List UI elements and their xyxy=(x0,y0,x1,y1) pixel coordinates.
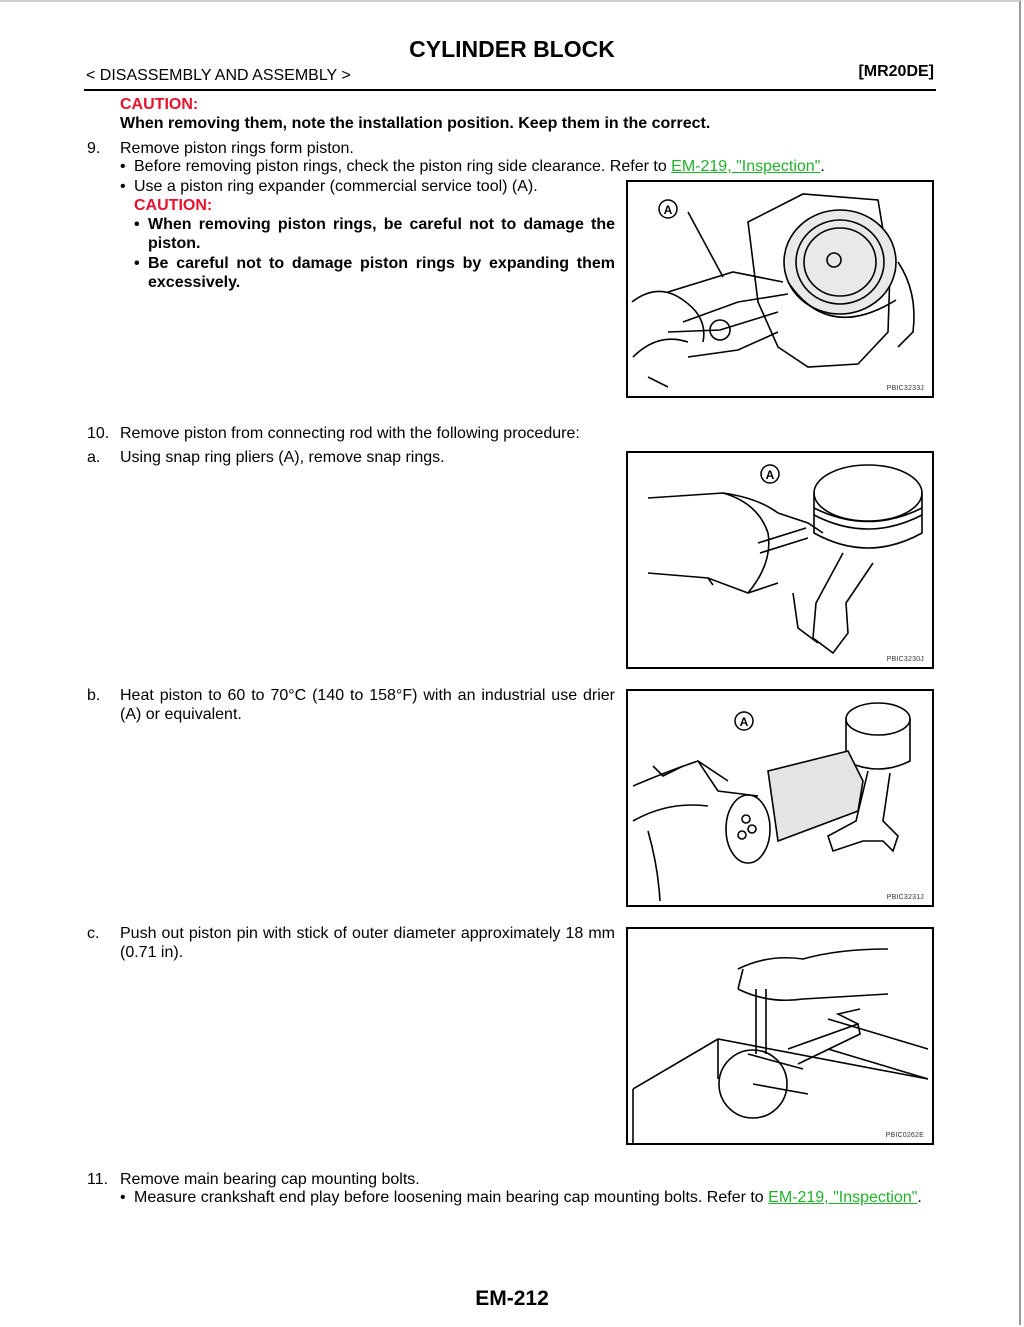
figure-code: PBIC3233J xyxy=(886,385,924,392)
page-number: EM-212 xyxy=(475,1287,549,1310)
bullet-text-prefix: Measure crankshaft end play before loosening main bearing cap mounting bolts. Refer to xyxy=(134,1189,769,1206)
bullet-dot: • xyxy=(120,158,126,175)
bullet-text-prefix: Before removing piston rings, check the piston ring side clearance. Refer to xyxy=(134,158,672,175)
caution-label: CAUTION: xyxy=(120,96,199,113)
step-number: 11. xyxy=(87,1171,109,1188)
callout-label: A xyxy=(739,715,749,729)
substep-text: Push out piston pin with stick of outer diameter approximately 18 mm (0.71 in). xyxy=(120,925,615,961)
figure-code: PBIC3231J xyxy=(886,894,924,901)
bullet-dot: • xyxy=(120,178,126,195)
bullet-dot: • xyxy=(134,216,140,233)
substep-text: Using snap ring pliers (A), remove snap rings. xyxy=(120,449,445,466)
bullet-text-suffix: . xyxy=(820,158,825,175)
figure-code: PBIC3230J xyxy=(886,656,924,663)
substep-letter: b. xyxy=(87,687,101,704)
caution-text: When removing piston rings, be careful not to damage the piston. xyxy=(148,216,615,252)
snap-ring-illustration xyxy=(628,453,932,667)
step-number: 9. xyxy=(87,140,101,157)
header-rule xyxy=(84,89,936,91)
step-text: Remove main bearing cap mounting bolts. xyxy=(120,1171,420,1188)
inspection-link[interactable]: EM-219, "Inspection" xyxy=(768,1189,918,1206)
figure-push-piston-pin xyxy=(626,927,934,1145)
figure-code: PBIC0262E xyxy=(885,1132,924,1139)
section-breadcrumb: < DISASSEMBLY AND ASSEMBLY > xyxy=(86,67,351,84)
figure-heat-piston-drier xyxy=(626,689,934,907)
step-text: Remove piston rings form piston. xyxy=(120,140,354,157)
caution-text: When removing them, note the installation position. Keep them in the correct. xyxy=(120,115,711,132)
bullet-text-suffix: . xyxy=(917,1189,922,1206)
figure-snap-ring-pliers xyxy=(626,451,934,669)
caution-label: CAUTION: xyxy=(134,197,213,214)
caution-text: Be careful not to damage piston rings by expanding them excessively. xyxy=(148,255,615,291)
callout-label: A xyxy=(765,468,775,482)
drier-illustration xyxy=(628,691,932,905)
bullet-dot: • xyxy=(120,1189,126,1206)
figure-piston-ring-expander xyxy=(626,180,934,398)
bullet-text xyxy=(134,1188,934,1208)
callout-label: A xyxy=(663,203,673,217)
step-number: 10. xyxy=(87,425,110,442)
substep-text: Heat piston to 60 to 70°C (140 to 158°F) with an industrial use drier (A) or equivalent. xyxy=(120,687,615,723)
inspection-link[interactable]: EM-219, "Inspection" xyxy=(671,158,821,175)
bullet-text xyxy=(134,157,934,176)
piston-pin-illustration xyxy=(628,929,932,1143)
substep-letter: a. xyxy=(87,449,101,466)
substep-letter: c. xyxy=(87,925,100,942)
step-text: Remove piston from connecting rod with the following procedure: xyxy=(120,425,580,442)
page-title: CYLINDER BLOCK xyxy=(409,36,615,62)
bullet-text: Use a piston ring expander (commercial service tool) (A). xyxy=(134,178,538,195)
ring-expander-illustration xyxy=(628,182,932,396)
engine-model: [MR20DE] xyxy=(858,63,934,80)
bullet-dot: • xyxy=(134,255,140,272)
